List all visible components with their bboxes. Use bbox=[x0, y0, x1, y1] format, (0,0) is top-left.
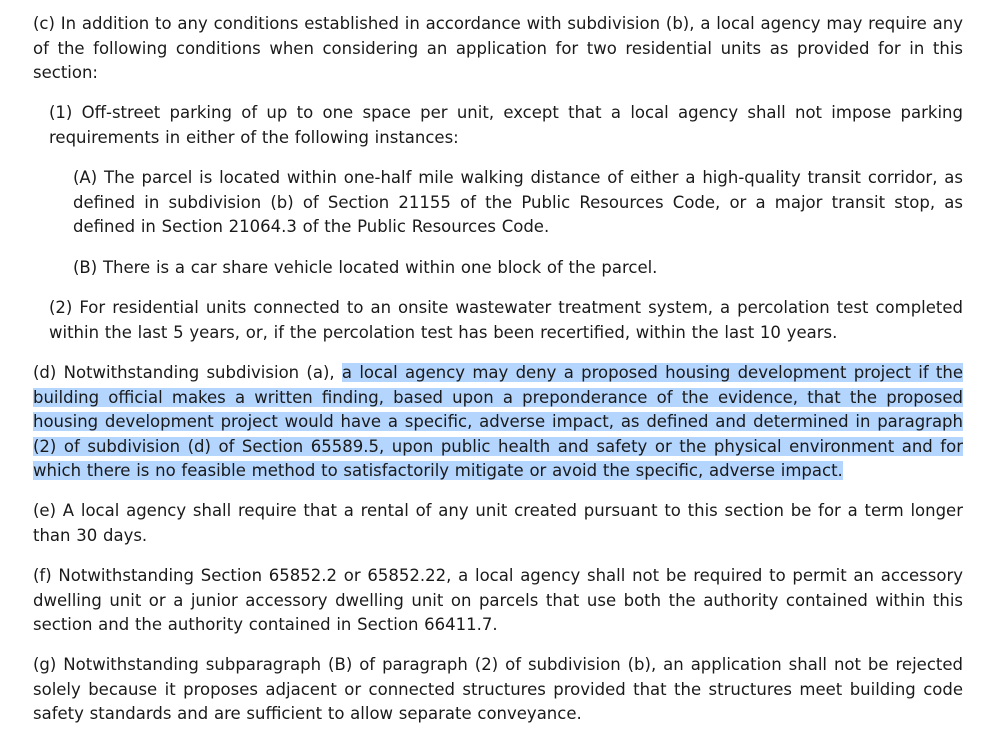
paragraph-c-1: (1) Off-street parking of up to one space per unit, except that a local agency shall not impose parking requirements in either of the following instances: bbox=[49, 103, 963, 147]
paragraph-c-1-b: (B) There is a car share vehicle located within one block of the parcel. bbox=[73, 258, 658, 277]
paragraph-e: (e) A local agency shall require that a rental of any unit created pursuant to this section be for a term longer than 30 days. bbox=[33, 501, 963, 545]
paragraph-d-prefix[interactable]: (d) Notwithstanding subdivision (a), bbox=[33, 363, 342, 382]
paragraph-f: (f) Notwithstanding Section 65852.2 or 65852.22, a local agency shall not be required to permit an accessory dwelling unit or a junior accessory dwelling unit on parcels that use both the authority contained within this section and the authority contained in Section 66411.7. bbox=[33, 566, 963, 634]
paragraph-c: (c) In addition to any conditions established in accordance with subdivision (b), a local agency may require any of the following conditions when considering an application for two residential units as provided for in this section: bbox=[33, 14, 963, 82]
paragraph-g: (g) Notwithstanding subparagraph (B) of paragraph (2) of subdivision (b), an application shall not be rejected solely because it proposes adjacent or connected structures provided that the structures meet building code safety standards and are sufficient to allow separate conveyance. bbox=[33, 655, 963, 723]
paragraph-c-1-a: (A) The parcel is located within one-half mile walking distance of either a high-quality transit corridor, as defined in subdivision (b) of Section 21155 of the Public Resources Code, or a major transit stop, as defined in Section 21064.3 of the Public Resources Code. bbox=[73, 168, 963, 236]
paragraph-d[interactable] bbox=[33, 361, 963, 484]
paragraph-c-2: (2) For residential units connected to an onsite wastewater treatment system, a percolation test completed within the last 5 years, or, if the percolation test has been recertified, within the last 10 years. bbox=[49, 298, 963, 342]
text-selection-highlight[interactable]: a local agency may deny a proposed housing development project if the building official makes a written finding, based upon a preponderance of the evidence, that the proposed housing development project would have a specific, adverse impact, as defined and determined in paragraph (2) of subdivision (d) of Section 65589.5, upon public health and safety or the physical environment and for which there is no feasible method to satisfactorily mitigate or avoid the specific, adverse impact. bbox=[33, 363, 963, 480]
